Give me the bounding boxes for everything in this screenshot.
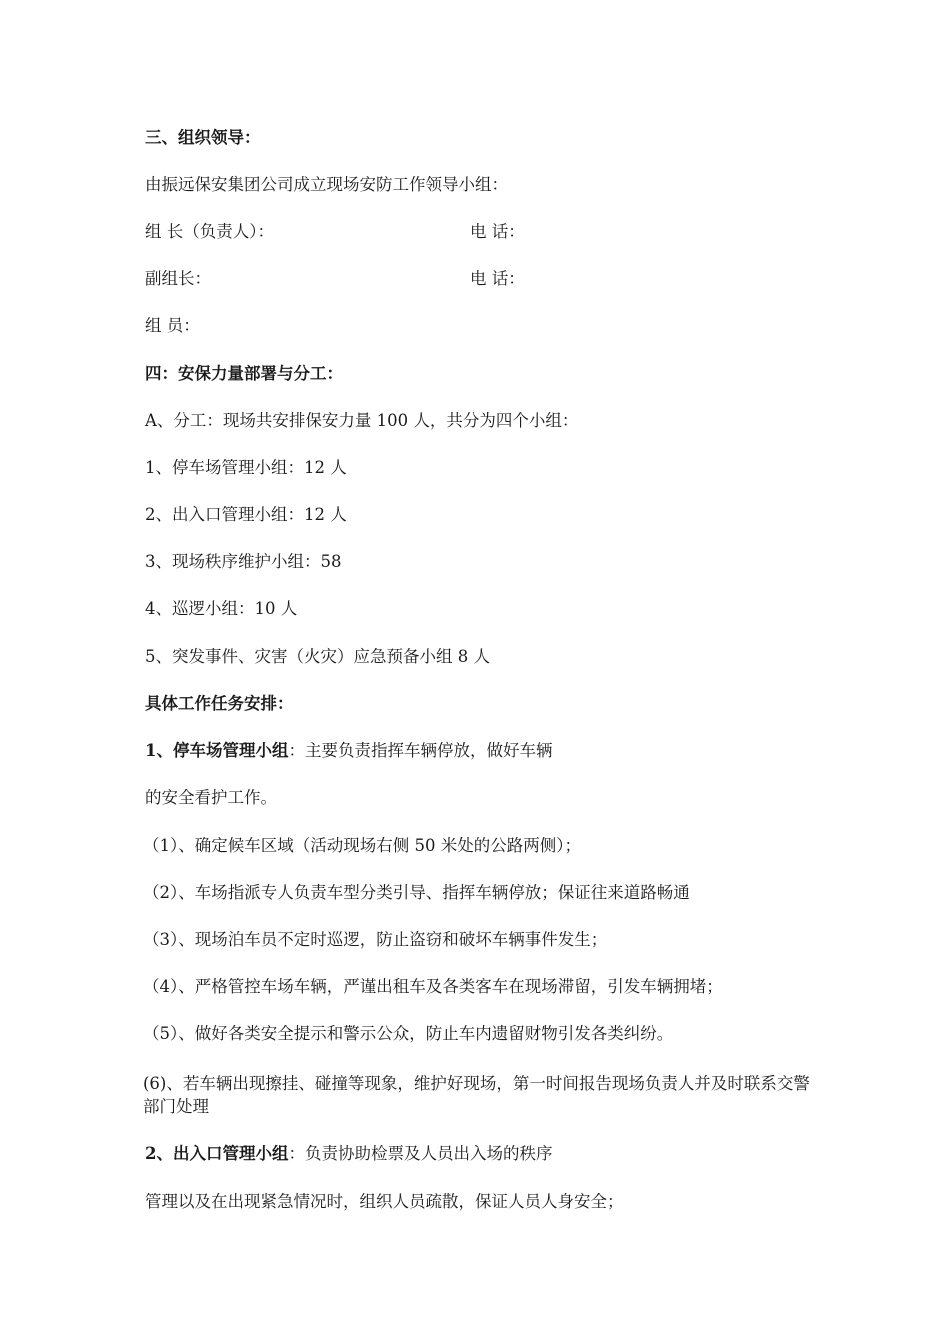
task-1-item-1: （1）、确定候车区域（活动现场右侧 50 米处的公路两侧）； — [143, 836, 581, 855]
leader-phone-label: 电 话： — [470, 222, 525, 241]
section-3-heading: 三、组织领导： — [145, 128, 261, 147]
group-1: 1、停车场管理小组：12 人 — [145, 458, 347, 477]
task-1-item-5: （5）、做好各类安全提示和警示公众，防止车内遗留财物引发各类纠纷。 — [143, 1024, 674, 1043]
task-2-continuation: 管理以及在出现紧急情况时，组织人员疏散，保证人员人身安全； — [145, 1192, 624, 1211]
task-1-text: ：主要负责指挥车辆停放，做好车辆 — [288, 741, 553, 760]
group-3: 3、现场秩序维护小组：58 — [145, 552, 342, 571]
leader-label: 组 长（负责人）： — [145, 222, 274, 241]
task-2-line — [145, 1142, 552, 1166]
members-label: 组 员： — [145, 316, 200, 335]
task-2-title: 2、出入口管理小组 — [145, 1144, 289, 1163]
task-1-item-2: （2）、车场指派专人负责车型分类引导、指挥车辆停放；保证往来道路畅通 — [143, 883, 690, 902]
leader-row — [145, 220, 845, 244]
task-1-item-4: （4）、严格管控车场车辆，严谨出租车及各类客车在现场滞留，引发车辆拥堵； — [143, 977, 723, 996]
task-1-item-3: （3）、现场泊车员不定时巡逻，防止盗窃和破坏车辆事件发生； — [143, 930, 608, 949]
task-1-line — [145, 739, 552, 763]
section-4-heading: 四：安保力量部署与分工： — [145, 364, 343, 383]
task-1-title: 1、停车场管理小组 — [145, 741, 289, 760]
deputy-label: 副组长： — [145, 269, 211, 288]
group-2: 2、出入口管理小组：12 人 — [145, 505, 347, 524]
section-3-intro: 由振远保安集团公司成立现场安防工作领导小组： — [145, 175, 508, 194]
deputy-phone-label: 电 话： — [470, 269, 525, 288]
group-4: 4、巡逻小组：10 人 — [145, 599, 298, 618]
tasks-heading: 具体工作任务安排： — [145, 694, 294, 713]
task-2-text: ：负责协助检票及人员出入场的秩序 — [288, 1144, 553, 1163]
section-4-division: A、分工：现场共安排保安力量 100 人，共分为四个小组： — [145, 411, 579, 430]
task-1-item-6: (6)、若车辆出现擦挂、碰撞等现象，维护好现场，第一时间报告现场负责人并及时联系交警部门处理 — [143, 1074, 810, 1116]
group-5: 5、突发事件、灾害（火灾）应急预备小组 8 人 — [145, 647, 490, 666]
deputy-row — [145, 267, 845, 291]
task-1-continuation: 的安全看护工作。 — [145, 788, 277, 807]
